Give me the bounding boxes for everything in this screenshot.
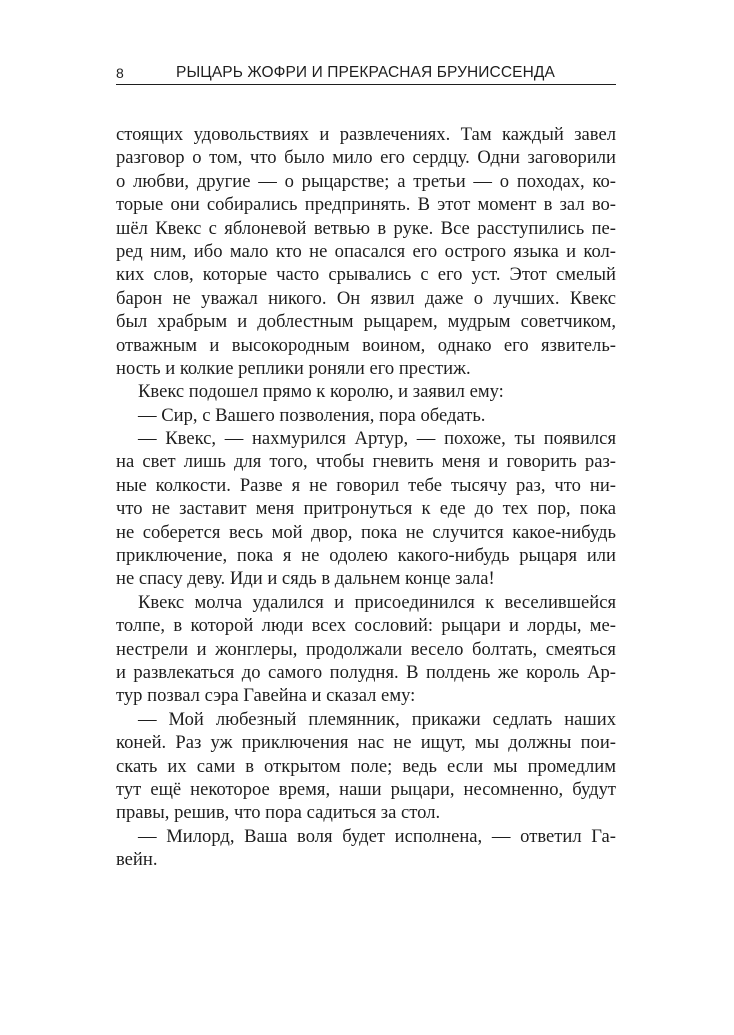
text-line: — Сир, с Вашего позволения, пора обедать. <box>138 404 486 426</box>
running-title: РЫЦАРЬ ЖОФРИ И ПРЕКРАСНАЯ БРУНИССЕНДА <box>176 64 555 81</box>
text-line: правы, решив, что пора садиться за стол. <box>116 802 441 824</box>
text-line: — Квекс, — нахмурился Артур, — похоже, ты появился <box>138 428 616 450</box>
text-line: отважным и высокородным воином, однако его язвитель- <box>116 334 616 356</box>
running-header <box>116 60 616 85</box>
text-line: скать их сами в открытом поле; ведь если мы промедлим <box>116 755 616 777</box>
text-line: — Мой любезный племянник, прикажи седлать наших <box>138 708 616 730</box>
text-line: ких слов, которые часто срывались с его уст. Этот смелый <box>116 264 616 286</box>
text-line: разговор о том, что было мило его сердцу. Одни заговорили <box>116 147 616 169</box>
text-line: приключение, пока я не одолею какого-нибудь рыцаря или <box>116 545 616 567</box>
text-line: о любви, другие — о рыцарстве; а третьи — о походах, ко- <box>116 170 616 192</box>
text-line: торые они собирались предпринять. В этот момент в зал во- <box>116 194 616 216</box>
text-line: был храбрым и доблестным рыцарем, мудрым советчиком, <box>116 311 616 333</box>
text-line: коней. Раз уж приключения нас не ищут, мы должны пои- <box>116 732 616 754</box>
text-line: шёл Квекс с яблоневой ветвью в руке. Все расступились пе- <box>116 217 616 239</box>
page-number: 8 <box>116 65 124 81</box>
text-line: Квекс подошел прямо к королю, и заявил ему: <box>138 381 504 403</box>
text-line: нестрели и жонглеры, продолжали весело болтать, смеяться <box>116 638 616 660</box>
text-line: барон не уважал никого. Он язвил даже о лучших. Квекс <box>116 287 616 309</box>
text-line: толпе, в которой люди всех сословий: рыцари и лорды, ме- <box>116 615 616 637</box>
text-line: что не заставит меня притронуться к еде до тех пор, пока <box>116 498 616 520</box>
text-line: Квекс молча удалился и присоединился к веселившейся <box>138 591 616 613</box>
text-line: и развлекаться до самого полудня. В полдень же король Ар- <box>116 661 616 683</box>
text-line: ред ним, ибо мало кто не опасался его острого языка и кол- <box>116 240 616 262</box>
text-line: не соберется весь мой двор, пока не случится какое-нибудь <box>116 521 616 543</box>
text-line: не спасу деву. Иди и сядь в дальнем конце зала! <box>116 568 495 590</box>
text-line: на свет лишь для того, чтобы гневить меня и говорить раз- <box>116 451 616 473</box>
text-line: — Милорд, Ваша воля будет исполнена, — ответил Га- <box>138 825 616 847</box>
text-line: вейн. <box>116 849 158 871</box>
body-text <box>116 123 616 872</box>
text-line: стоящих удовольствиях и развлечениях. Там каждый завел <box>116 124 616 145</box>
text-line: ные колкости. Разве я не говорил тебе тысячу раз, что ни- <box>116 474 616 496</box>
text-line: тур позвал сэра Гавейна и сказал ему: <box>116 685 416 707</box>
text-line: ность и колкие реплики роняли его престиж. <box>116 357 471 379</box>
text-line: тут ещё некоторое время, наши рыцари, несомненно, будут <box>116 778 616 800</box>
